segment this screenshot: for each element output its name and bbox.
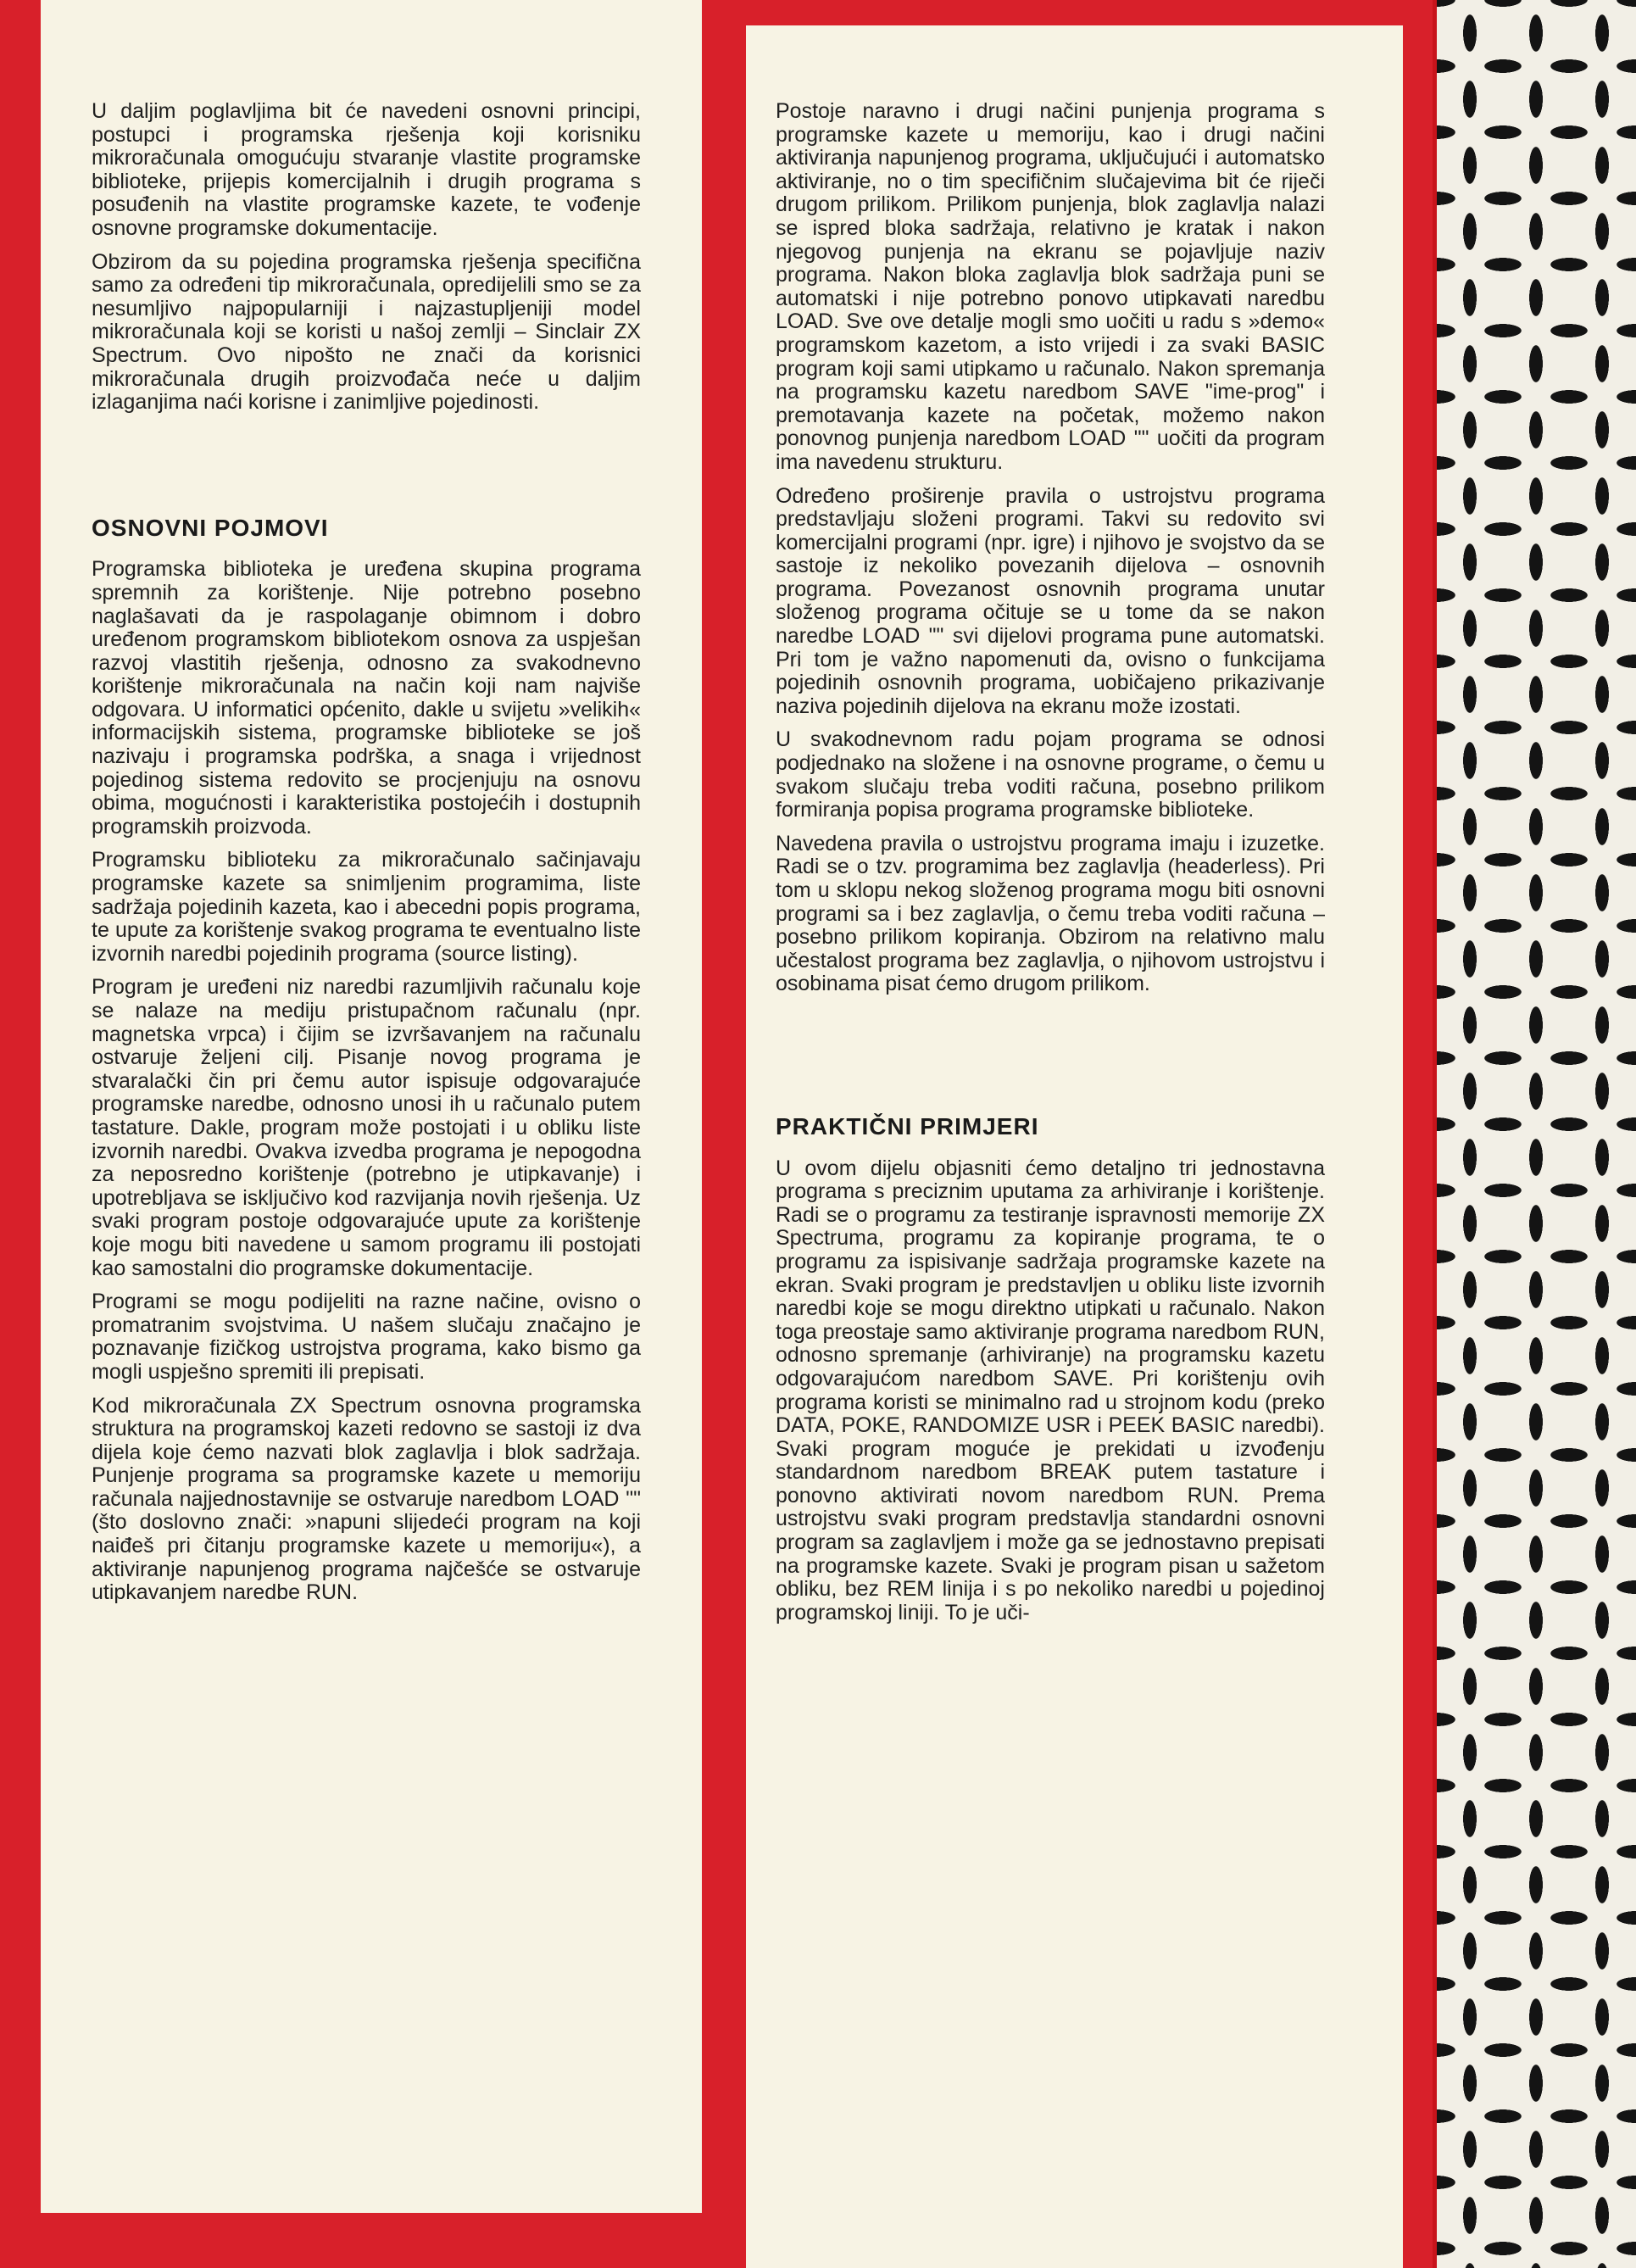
left-column: [92, 100, 641, 1615]
left-section-paragraph-5: Kod mikroračunala ZX Spectrum osnovna programska struktura na programskoj kazeti redovno se sastoji iz dva dijela koje ćemo nazvati blok zaglavlja i blok sadržaja. Punjenje programa sa programske kazete u memoriju računala najjednostavnije se ostvaruje naredbom LOAD "" (što doslovno znači: »napuni slijedeći program na koji naiđeš pri čitanju programske kazete u memoriju«), a aktiviranje napunjenog programa najčešće se ostvaruje utipkavanjem naredbe RUN.: [92, 1393, 641, 1605]
right-section-paragraph-1: U ovom dijelu objasniti ćemo detaljno tri jednostavna programa s preciznim uputama za arhiviranje i korištenje. Radi se o programu za testiranje ispravnosti memorije ZX Spectruma, programu za kopiranje programa, te o programu za ispisivanje sadržaja programske kazete na ekran. Svaki program je predstavljen u obliku liste izvornih naredbi koje se mogu direktno utipkati u računalo. Nakon toga preostaje samo aktiviranje programa naredbom RUN, odnosno spremanje (arhiviranje) na programsku kazetu odgovarajućom naredbom SAVE. Pri korištenju ovih programa koristi se minimalno rad u strojnom kodu (preko DATA, POKE, RANDOMIZE USR i PEEK BASIC naredbi). Svaki program moguće je prekidati u izvođenju standardnom naredbom BREAK putem tastature i ponovno aktivirati novom naredbom RUN. Prema ustrojstvu svaki program predstavlja standardni osnovni program sa zaglavljem i može ga se jednostavno prepisati na programske kazete. Svaki je program pisan u sažetom obliku, bez REM linija i s po nekoliko naredbi u pojedinoj programskoj liniji. To je uči-: [776, 1156, 1325, 1624]
spacer: [776, 1006, 1325, 1115]
right-intro-paragraph-4: Navedena pravila o ustrojstvu programa imaju i izuzetke. Radi se o tzv. programima bez zaglavlja (headerless). Pri tom u sklopu nekog složenog programa mogu biti osnovni programi sa i bez zaglavlja, o čemu treba voditi računa – posebno prilikom kopiranja. Obzirom na relativno malu učestalost programa bez zaglavlja, o njihovom ustrojstvu i osobinama pisat ćemo drugom prilikom.: [776, 831, 1325, 996]
decorative-pattern-strip: [1437, 0, 1636, 2268]
left-section-paragraph-2: Programsku biblioteku za mikroračunalo sačinjavaju programske kazete sa snimljenim programima, liste sadržaja pojedinih kazeta, kao i abecedni popis programa, te upute za korištenje svakog programa te eventualno liste izvornih naredbi pojedinih programa (source listing).: [92, 848, 641, 966]
spacer: [92, 425, 641, 516]
left-section-paragraph-1: Programska biblioteka je uređena skupina programa spremnih za korištenje. Nije potrebno posebno naglašavati da je raspolaganje obimnom i dobro uređenom programskom bibliotekom osnova za uspješan razvoj vlastitih rješenja, odnosno za svakodnevno korištenje mikroračunala na način koji nam najviše odgovara. U informatici općenito, dakle u svijetu »velikih« informacijskih sistema, programske biblioteke se još nazivaju i programska podrška, a snaga i vrijednost pojedinog sistema redovito se procjenjuju na osnovu obima, mogućnosti i karakteristika postojećih i dostupnih programskih proizvoda.: [92, 557, 641, 839]
left-section-paragraph-4: Programi se mogu podijeliti na razne načine, ovisno o promatranim svojstvima. U našem slučaju značajno je poznavanje fizičkog ustrojstva programa, kako bismo ga mogli uspješno spremiti ili prepisati.: [92, 1290, 641, 1384]
right-intro-paragraph-2: Određeno proširenje pravila o ustrojstvu programa predstavljaju složeni programi. Takvi su redovito svi komercijalni programi (npr. igre) i njihovo je svojstvo da se sastoje iz nekoliko povezanih dijelova – osnovnih programa. Povezanost osnovnih programa unutar složenog programa očituje se u tome da se nakon naredbe LOAD "" svi dijelovi programa pune automatski. Pri tom je važno napomenuti da, ovisno o funkcijama pojedinih osnovnih programa, uobičajeno prikazivanje naziva pojedinih dijelova na ekranu može izostati.: [776, 483, 1325, 718]
section-heading-osnovni-pojmovi: OSNOVNI POJMOVI: [92, 514, 329, 541]
left-intro-paragraph-1: U daljim poglavljima bit će navedeni osnovni principi, postupci i programska rješenja koji korisniku mikroračunala omogućuju stvaranje vlastite programske biblioteke, prijepis komercijalnih i drugih programa s posuđenih na vlastite programske kazete, te vođenje osnovne programske dokumentacije.: [92, 99, 641, 240]
right-column: [776, 100, 1325, 1635]
left-intro-paragraph-2: Obzirom da su pojedina programska rješenja specifična samo za određeni tip mikroračunala, opredijelili smo se za nesumljivo najpopularniji i najzastupljeniji model mikroračunala koji se koristi u našoj zemlji – Sinclair ZX Spectrum. Ovo nipošto ne znači da korisnici mikroračunala drugih proizvođača neće u daljim izlaganjima naći korisne i zanimljive pojedinosti.: [92, 249, 641, 415]
right-intro-paragraph-1: Postoje naravno i drugi načini punjenja programa s programske kazete u memoriju, kao i drugi načini aktiviranja napunjenog programa, uključujući i automatsko aktiviranje, no o tim specifičnim slučajevima bit će riječi drugom prilikom. Prilikom punjenja, blok zaglavlja nalazi se ispred bloka sadržaja, relativno je kratak i nakon njegovog punjenja na ekranu se pojavljuje naziv programa. Nakon bloka zaglavlja blok sadržaja puni se automatski i nije potrebno ponovo utipkavati naredbu LOAD. Sve ove detalje mogli smo uočiti u radu s »demo« programskom kazetom, a isto vrijedi i za svaki BASIC program koji sami utipkamo u računalo. Nakon spremanja na programsku kazetu naredbom SAVE "ime-prog" i premotavanja kazete na početak, možemo nakon ponovnog punjenja naredbom LOAD "" uočiti da program ima navedenu strukturu.: [776, 99, 1325, 474]
right-intro-paragraph-3: U svakodnevnom radu pojam programa se odnosi podjednako na složene i na osnovne programe, o čemu u svakom slučaju treba voditi računa, posebno prilikom formiranja popisa programa programske biblioteke.: [776, 727, 1325, 822]
left-section-paragraph-3: Program je uređeni niz naredbi razumljivih računalu koje se nalaze na mediju pristupačnom računalu (npr. magnetska vrpca) i čijim se izvršavanjem na računalu ostvaruje željeni cilj. Pisanje novog programa je stvaralački čin pri čemu autor ispisuje odgovarajuće programske naredbe, odnosno unosi ih u računalo putem tastature. Dakle, program može postojati i u obliku liste izvornih naredbi. Ovakva izvedba programa je nepogodna za neposredno korištenje (potrebno je utipkavanje) i upotrebljava se isključivo kod razvijanja novih rješenja. Uz svaki program postoje odgovarajuće upute za korištenje koje mogu biti navedene u samom programu ili postojati kao samostalni dio programske dokumentacije.: [92, 975, 641, 1280]
section-heading-prakticni-primjeri: PRAKTIČNI PRIMJERI: [776, 1112, 1039, 1140]
